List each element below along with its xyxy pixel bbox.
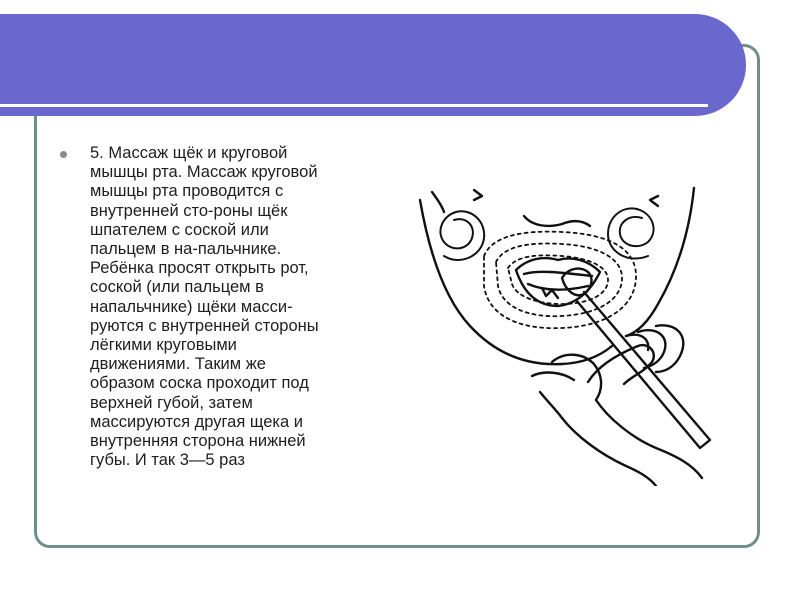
header-band xyxy=(0,14,746,116)
spatula-nipple xyxy=(562,269,591,296)
cheek-arrow-right xyxy=(650,196,658,206)
cheek-arrow-left xyxy=(432,192,444,212)
face-massage-illustration xyxy=(412,186,732,486)
face-outline xyxy=(420,200,612,364)
massage-path-dotted xyxy=(484,232,636,329)
right-cheek-spiral-icon xyxy=(608,208,654,258)
face-right-contour xyxy=(626,188,694,336)
header-divider xyxy=(0,104,708,107)
nose-base xyxy=(524,216,590,226)
slide-body-text: 5. Массаж щёк и круговой мышцы рта. Массаж круговой мышцы рта проводится с внутренней сто-роны щёк шпателем с соской или пальцем в на-пальчнике. Ребёнка просят открыть рот, соской (или пальцем в напальчнике) щёки масси- руются с внутренней стороны лёгкими круговыми движениями. Таким же образом соска проходит под верхней губой, затем массируются другая щека и внутренняя сторона нижней губы. И так 3—5 раз xyxy=(90,144,319,470)
bullet-icon xyxy=(60,151,67,158)
holding-hand xyxy=(588,345,654,384)
left-cheek-spiral-icon xyxy=(440,211,484,260)
